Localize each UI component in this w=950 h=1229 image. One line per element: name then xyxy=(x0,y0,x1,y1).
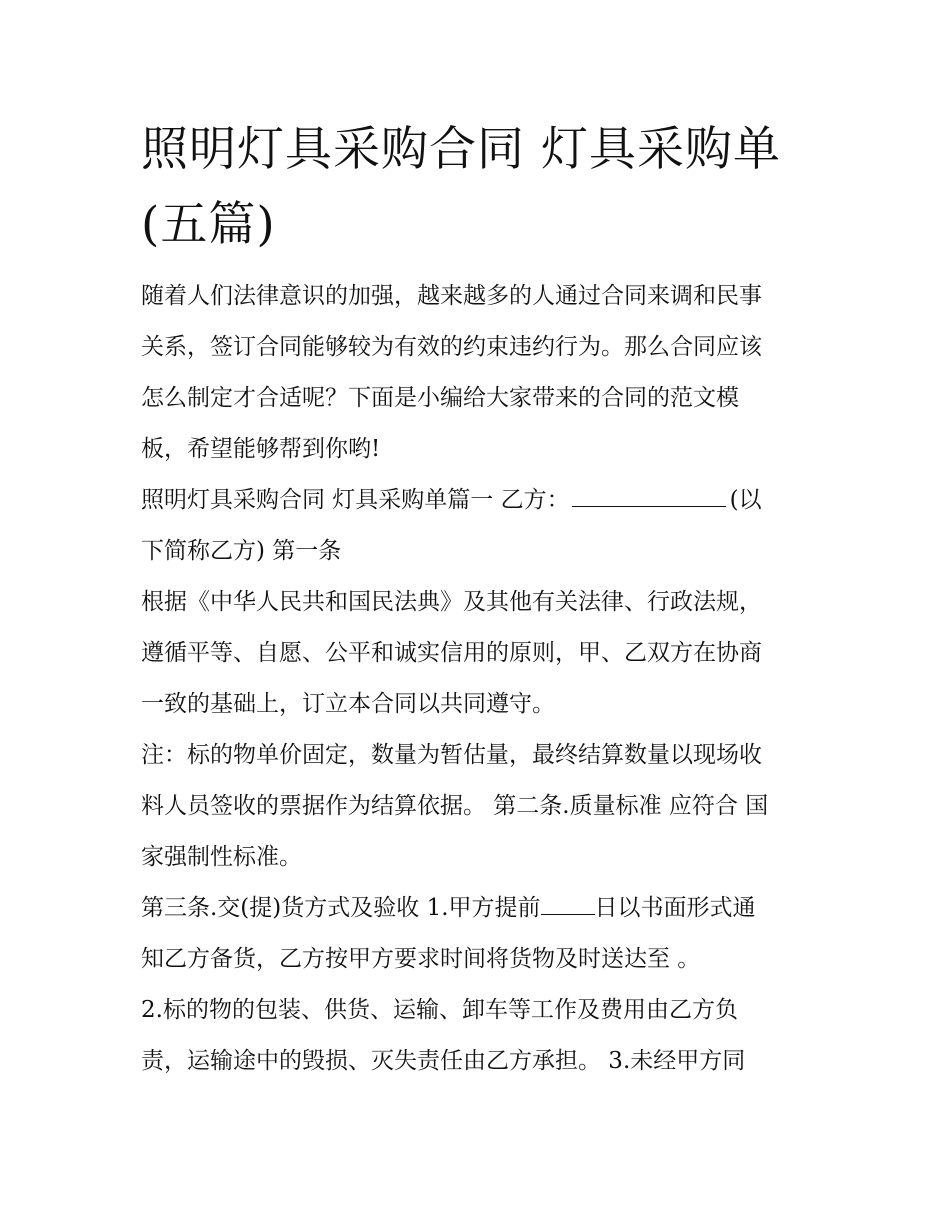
article-1-paragraph xyxy=(141,577,813,730)
text-line: 随着人们法律意识的加强，越来越多的人通过合同来调和民事 xyxy=(141,283,762,309)
party-b-label: 照明灯具采购合同 灯具采购单篇一 乙方： xyxy=(141,487,570,513)
days-blank xyxy=(541,896,595,915)
text-line: 板，希望能够帮到你哟! xyxy=(141,436,381,462)
text-line: 下简称乙方) 第一条 xyxy=(141,538,342,564)
text-line: 家强制性标准。 xyxy=(141,844,302,870)
contract-heading-paragraph xyxy=(141,475,813,577)
text-line: 根据《中华人民共和国民法典》及其他有关法律、行政法规， xyxy=(141,589,762,615)
note-paragraph xyxy=(141,730,813,883)
text-line: 2.标的物的包装、供货、运输、卸车等工作及费用由乙方负 xyxy=(141,997,738,1023)
text-line: 责，运输途中的毁损、灭失责任由乙方承担。 3.未经甲方同 xyxy=(141,1048,746,1074)
title-line-1: 照明灯具采购合同 灯具采购单 xyxy=(141,122,781,177)
title-line-2: (五篇) xyxy=(141,197,276,252)
text-line: 怎么制定才合适呢？下面是小编给大家带来的合同的范文模 xyxy=(141,385,739,411)
text-line: 料人员签收的票据作为结算依据。 第二条.质量标准 应符合 国 xyxy=(141,793,769,819)
text-line xyxy=(141,883,813,934)
text-fragment: 第三条.交(提)货方式及验收 1.甲方提前 xyxy=(141,895,541,921)
text-fragment: 日以书面形式通 xyxy=(594,895,756,921)
text-line: 一致的基础上，订立本合同以共同遵守。 xyxy=(141,691,555,717)
article-3-clause-2-paragraph xyxy=(141,985,813,1087)
text-line: 知乙方备货，乙方按甲方要求时间将货物及时送达至 。 xyxy=(141,946,701,972)
text-line: 注：标的物单价固定，数量为暂估量，最终结算数量以现场收 xyxy=(141,742,762,768)
document-page xyxy=(141,112,813,1087)
article-3-paragraph xyxy=(141,883,813,985)
text-line: 关系，签订合同能够较为有效的约束违约行为。那么合同应该 xyxy=(141,334,762,360)
document-body xyxy=(141,271,813,1087)
intro-paragraph xyxy=(141,271,813,475)
document-title xyxy=(141,112,813,262)
text-line: 遵循平等、自愿、公平和诚实信用的原则，甲、乙双方在协商 xyxy=(141,640,762,666)
party-b-name-blank xyxy=(572,488,726,507)
text-fragment: (以 xyxy=(729,487,762,513)
text-line xyxy=(141,475,813,526)
